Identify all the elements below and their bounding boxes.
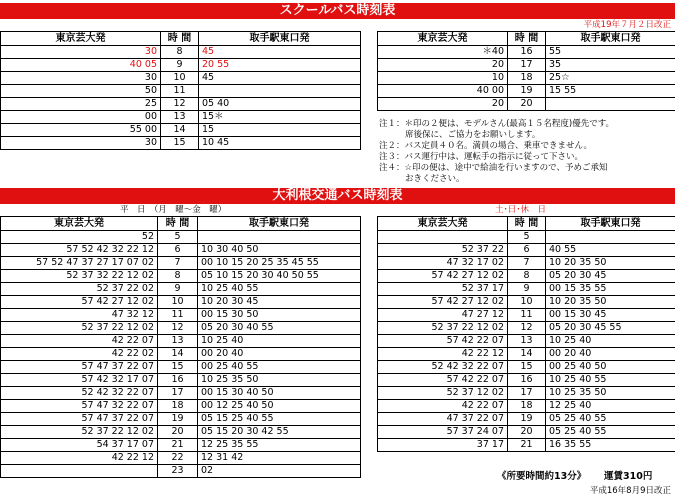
departure-cell: 42 22 07 — [1, 335, 158, 348]
table-header-row — [378, 217, 675, 231]
table-row — [378, 231, 675, 244]
hour-cell: 16 — [508, 374, 546, 387]
hour-cell: 11 — [508, 309, 546, 322]
departure-cell: 57 42 22 07 — [378, 335, 508, 348]
note-line: 注３：バス運行中は、運転手の指示に従って下さい。 — [379, 152, 584, 162]
departure-cell: 55 00 — [1, 124, 161, 137]
header-time: 時 間 — [508, 217, 546, 231]
table-row — [1, 124, 361, 137]
return-cell: 05 15 20 30 42 55 — [198, 426, 361, 439]
hour-cell: 21 — [158, 439, 198, 452]
return-cell: 00 15 35 55 — [546, 283, 675, 296]
table-row — [1, 296, 361, 309]
departure-cell: 52 42 32 22 07 — [1, 387, 158, 400]
hour-cell: 5 — [158, 231, 198, 244]
hour-cell: 17 — [508, 59, 546, 72]
note-line: 注４：☆印の便は、途中で給油を行いますので、予めご承知 — [379, 163, 608, 173]
departure-cell: 52 37 22 — [378, 244, 508, 257]
table-header-row — [1, 217, 361, 231]
departure-cell: 57 42 27 12 02 — [378, 270, 508, 283]
hour-cell: 11 — [161, 85, 199, 98]
hour-cell: 10 — [508, 296, 546, 309]
return-cell: 05 20 30 45 — [546, 270, 675, 283]
weekday-label: 平 日 （月 曜～金 曜） — [120, 205, 227, 215]
hour-cell: 8 — [161, 46, 199, 59]
departure-cell: 42 22 12 — [1, 452, 158, 465]
return-cell: 15＊ — [199, 111, 361, 124]
departure-cell: 57 47 32 22 07 — [1, 400, 158, 413]
return-cell — [198, 231, 361, 244]
school-bus-title: スクールバス時刻表 — [279, 3, 396, 18]
hour-cell: 19 — [158, 413, 198, 426]
return-cell: 20 55 — [199, 59, 361, 72]
header-from: 東京芸大発 — [1, 32, 161, 46]
departure-cell: 47 32 17 02 — [378, 257, 508, 270]
return-cell — [199, 85, 361, 98]
return-cell: 00 15 30 50 — [198, 309, 361, 322]
table-row — [378, 283, 675, 296]
hour-cell: 11 — [158, 309, 198, 322]
footer-travel-time: 《所要時間約13分》 — [497, 471, 587, 482]
return-cell: 05 10 15 20 30 40 50 55 — [198, 270, 361, 283]
school-timetable-left — [0, 31, 361, 150]
hour-cell: 14 — [508, 348, 546, 361]
departure-cell: 42 22 07 — [378, 400, 508, 413]
hour-cell: 10 — [158, 296, 198, 309]
departure-cell: 52 37 17 — [378, 283, 508, 296]
return-cell: 55 — [546, 46, 675, 59]
holiday-timetable — [377, 216, 675, 452]
hour-cell: 20 — [158, 426, 198, 439]
departure-cell: 54 37 17 07 — [1, 439, 158, 452]
table-row — [1, 85, 361, 98]
return-cell: 15 55 — [546, 85, 675, 98]
return-cell: 10 20 35 50 — [546, 257, 675, 270]
departure-cell: 30 — [1, 137, 161, 150]
school-timetable-right — [377, 31, 675, 111]
return-cell: 10 45 — [199, 137, 361, 150]
departure-cell: 52 37 22 12 02 — [378, 322, 508, 335]
table-row — [378, 387, 675, 400]
header-time: 時 間 — [158, 217, 198, 231]
hour-cell: 13 — [508, 335, 546, 348]
return-cell: 45 — [199, 46, 361, 59]
hour-cell: 15 — [508, 361, 546, 374]
table-row — [1, 309, 361, 322]
footer-revision-date: 平成16年8月9日改正 — [589, 486, 671, 496]
table-row — [378, 270, 675, 283]
departure-cell: 42 22 02 — [1, 348, 158, 361]
return-cell: 15 — [199, 124, 361, 137]
departure-cell: 37 17 — [378, 439, 508, 452]
table-row — [1, 426, 361, 439]
school-revision-date: 平成19年７月２日改正 — [583, 20, 671, 30]
departure-cell: 50 — [1, 85, 161, 98]
hour-cell: 7 — [158, 257, 198, 270]
table-row — [1, 387, 361, 400]
departure-cell: 25 — [1, 98, 161, 111]
departure-cell: 52 37 32 22 12 02 — [1, 270, 158, 283]
header-to: 取手駅東口発 — [546, 32, 675, 46]
return-cell: 00 25 40 50 — [546, 361, 675, 374]
table-row — [1, 452, 361, 465]
note-line: 注１：＊印の２便は、モデルさん(最高１５名程度)優先です。 — [379, 119, 615, 129]
table-row — [1, 46, 361, 59]
header-from: 東京芸大発 — [378, 32, 508, 46]
return-cell: 00 12 25 40 50 — [198, 400, 361, 413]
note-line: 注２：バス定員４０名。満員の場合、乗車できません。 — [379, 141, 593, 151]
table-row — [378, 244, 675, 257]
header-to: 取手駅東口発 — [546, 217, 675, 231]
table-row — [1, 348, 361, 361]
hour-cell: 9 — [508, 283, 546, 296]
note-line: 席後保に、ご協力をお願いします。 — [405, 130, 541, 140]
public-bus-title-banner — [0, 188, 675, 204]
weekday-timetable — [0, 216, 361, 478]
departure-cell: ＊40 — [378, 46, 508, 59]
hour-cell: 18 — [158, 400, 198, 413]
departure-cell: 57 42 32 17 07 — [1, 374, 158, 387]
table-row — [1, 98, 361, 111]
table-row — [378, 296, 675, 309]
table-row — [378, 400, 675, 413]
hour-cell: 7 — [508, 257, 546, 270]
departure-cell: 57 42 27 12 02 — [378, 296, 508, 309]
departure-cell: 57 47 37 22 07 — [1, 413, 158, 426]
departure-cell: 57 37 24 07 — [378, 426, 508, 439]
departure-cell: 40 00 — [378, 85, 508, 98]
return-cell: 45 — [199, 72, 361, 85]
return-cell: 00 20 40 — [546, 348, 675, 361]
table-row — [1, 439, 361, 452]
table-row — [1, 59, 361, 72]
hour-cell: 20 — [508, 426, 546, 439]
hour-cell: 9 — [158, 283, 198, 296]
hour-cell: 21 — [508, 439, 546, 452]
departure-cell: 42 22 12 — [378, 348, 508, 361]
departure-cell: 20 — [378, 98, 508, 111]
hour-cell: 19 — [508, 413, 546, 426]
table-row — [1, 465, 361, 478]
hour-cell: 8 — [508, 270, 546, 283]
table-row — [1, 244, 361, 257]
table-row — [1, 283, 361, 296]
hour-cell: 17 — [508, 387, 546, 400]
departure-cell: 40 05 — [1, 59, 161, 72]
table-row — [378, 322, 675, 335]
header-from: 東京芸大発 — [378, 217, 508, 231]
return-cell: 05 25 40 55 — [546, 426, 675, 439]
table-row — [1, 72, 361, 85]
hour-cell: 15 — [161, 137, 199, 150]
table-row — [1, 137, 361, 150]
departure-cell: 52 37 22 02 — [1, 283, 158, 296]
return-cell: 10 30 40 50 — [198, 244, 361, 257]
departure-cell: 52 37 12 02 — [378, 387, 508, 400]
public-bus-title: 大利根交通バス時刻表 — [272, 188, 403, 203]
header-to: 取手駅東口発 — [199, 32, 361, 46]
return-cell: 10 25 40 55 — [198, 283, 361, 296]
return-cell: 00 20 40 — [198, 348, 361, 361]
hour-cell: 22 — [158, 452, 198, 465]
hour-cell: 13 — [158, 335, 198, 348]
departure-cell — [378, 231, 508, 244]
table-header-row — [1, 32, 361, 46]
return-cell: 00 25 40 55 — [198, 361, 361, 374]
return-cell: 05 20 30 45 55 — [546, 322, 675, 335]
departure-cell: 30 — [1, 72, 161, 85]
hour-cell: 16 — [508, 46, 546, 59]
hour-cell: 15 — [158, 361, 198, 374]
table-row — [378, 426, 675, 439]
return-cell: 16 35 55 — [546, 439, 675, 452]
table-row — [378, 309, 675, 322]
return-cell — [546, 98, 675, 111]
return-cell: 10 20 30 45 — [198, 296, 361, 309]
table-row — [378, 348, 675, 361]
departure-cell: 47 37 22 07 — [378, 413, 508, 426]
departure-cell: 52 37 22 12 02 — [1, 322, 158, 335]
table-row — [1, 257, 361, 270]
return-cell: 12 25 35 55 — [198, 439, 361, 452]
hour-cell: 18 — [508, 400, 546, 413]
footer-fare: 運賃310円 — [604, 471, 653, 482]
table-row — [378, 46, 675, 59]
table-row — [378, 439, 675, 452]
return-cell: 40 55 — [546, 244, 675, 257]
table-row — [1, 270, 361, 283]
hour-cell: 16 — [158, 374, 198, 387]
table-header-row — [378, 32, 675, 46]
header-from: 東京芸大発 — [1, 217, 158, 231]
table-row — [1, 111, 361, 124]
note-line: おきください。 — [405, 174, 465, 184]
hour-cell: 13 — [161, 111, 199, 124]
table-row — [378, 374, 675, 387]
return-cell: 10 25 35 50 — [198, 374, 361, 387]
table-row — [1, 374, 361, 387]
return-cell: 10 25 35 50 — [546, 387, 675, 400]
hour-cell: 6 — [508, 244, 546, 257]
departure-cell — [1, 465, 158, 478]
table-row — [1, 335, 361, 348]
return-cell: 12 25 40 — [546, 400, 675, 413]
return-cell: 05 15 25 40 55 — [198, 413, 361, 426]
departure-cell: 52 37 22 12 02 — [1, 426, 158, 439]
table-row — [1, 322, 361, 335]
departure-cell: 52 42 32 22 07 — [378, 361, 508, 374]
departure-cell: 20 — [378, 59, 508, 72]
return-cell — [546, 231, 675, 244]
hour-cell: 8 — [158, 270, 198, 283]
table-row — [378, 59, 675, 72]
return-cell: 05 20 30 40 55 — [198, 322, 361, 335]
return-cell: 00 15 30 40 50 — [198, 387, 361, 400]
table-row — [378, 98, 675, 111]
table-row — [378, 413, 675, 426]
return-cell: 05 40 — [199, 98, 361, 111]
departure-cell: 57 42 27 12 02 — [1, 296, 158, 309]
hour-cell: 17 — [158, 387, 198, 400]
table-row — [378, 335, 675, 348]
table-row — [1, 361, 361, 374]
hour-cell: 12 — [158, 322, 198, 335]
return-cell: 12 31 42 — [198, 452, 361, 465]
table-row — [378, 257, 675, 270]
departure-cell: 57 52 42 32 22 12 — [1, 244, 158, 257]
departure-cell: 57 52 47 37 27 17 07 02 — [1, 257, 158, 270]
hour-cell: 20 — [508, 98, 546, 111]
school-bus-title-banner — [0, 3, 675, 19]
school-notes — [379, 119, 675, 185]
hour-cell: 19 — [508, 85, 546, 98]
hour-cell: 6 — [158, 244, 198, 257]
table-row — [378, 85, 675, 98]
return-cell: 25☆ — [546, 72, 675, 85]
return-cell: 10 20 35 50 — [546, 296, 675, 309]
hour-cell: 5 — [508, 231, 546, 244]
departure-cell: 47 27 12 — [378, 309, 508, 322]
return-cell: 00 10 15 20 25 35 45 55 — [198, 257, 361, 270]
return-cell: 35 — [546, 59, 675, 72]
hour-cell: 12 — [161, 98, 199, 111]
header-time: 時 間 — [161, 32, 199, 46]
hour-cell: 18 — [508, 72, 546, 85]
departure-cell: 30 — [1, 46, 161, 59]
departure-cell: 57 42 22 07 — [378, 374, 508, 387]
table-row — [1, 231, 361, 244]
table-row — [378, 361, 675, 374]
holiday-label: 土･日･休 日 — [495, 205, 547, 215]
hour-cell: 9 — [161, 59, 199, 72]
table-row — [1, 413, 361, 426]
departure-cell: 10 — [378, 72, 508, 85]
departure-cell: 52 — [1, 231, 158, 244]
header-time: 時 間 — [508, 32, 546, 46]
departure-cell: 00 — [1, 111, 161, 124]
hour-cell: 14 — [158, 348, 198, 361]
return-cell: 02 — [198, 465, 361, 478]
return-cell: 00 15 30 45 — [546, 309, 675, 322]
hour-cell: 12 — [508, 322, 546, 335]
header-to: 取手駅東口発 — [198, 217, 361, 231]
return-cell: 10 25 40 — [546, 335, 675, 348]
table-row — [378, 72, 675, 85]
hour-cell: 10 — [161, 72, 199, 85]
hour-cell: 23 — [158, 465, 198, 478]
return-cell: 10 25 40 55 — [546, 374, 675, 387]
departure-cell: 47 32 12 — [1, 309, 158, 322]
table-row — [1, 400, 361, 413]
return-cell: 05 25 40 55 — [546, 413, 675, 426]
hour-cell: 14 — [161, 124, 199, 137]
return-cell: 10 25 40 — [198, 335, 361, 348]
departure-cell: 57 47 37 22 07 — [1, 361, 158, 374]
